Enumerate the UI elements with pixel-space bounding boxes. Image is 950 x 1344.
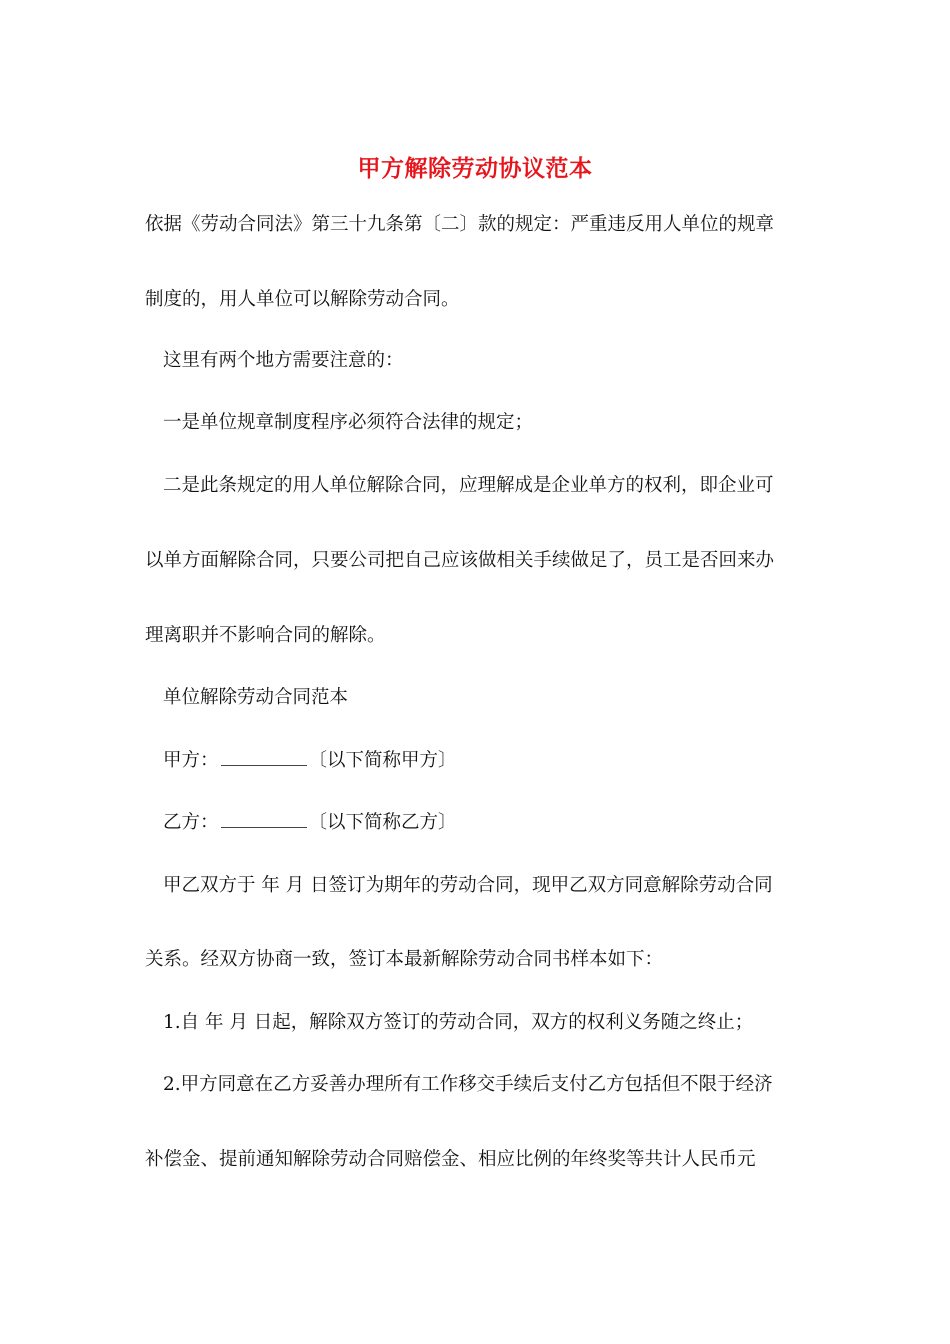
party-b-line [163, 810, 457, 836]
list-item [163, 1072, 773, 1098]
party-a-suffix: 〔以下简称甲方〕 [308, 750, 457, 771]
party-b-blank [221, 811, 307, 828]
list-item-number: 2. [163, 1074, 181, 1095]
paragraph-line: 以单方面解除合同，只要公司把自己应该做相关手续做足了，员工是否回来办 [145, 550, 775, 571]
section-heading: 单位解除劳动合同范本 [163, 687, 349, 708]
paragraph-line: 制度的，用人单位可以解除劳动合同。 [145, 289, 460, 310]
party-a-blank [221, 749, 307, 766]
list-item [163, 1010, 753, 1036]
list-item-text: 自 年 月 日起，解除双方签订的劳动合同，双方的权利义务随之终止； [180, 1012, 754, 1033]
party-b-suffix: 〔以下简称乙方〕 [308, 812, 457, 833]
paragraph-line: 理离职并不影响合同的解除。 [145, 625, 386, 646]
party-b-label: 乙方： [163, 812, 219, 833]
party-a-line [163, 748, 457, 774]
paragraph-line: 二是此条规定的用人单位解除合同，应理解成是企业单方的权利，即企业可 [163, 475, 774, 496]
paragraph-line: 甲乙双方于 年 月 日签订为期年的劳动合同，现甲乙双方同意解除劳动合同 [163, 875, 773, 896]
paragraph-line: 补偿金、提前通知解除劳动合同赔偿金、相应比例的年终奖等共计人民币元 [145, 1149, 756, 1170]
document-title: 甲方解除劳动协议范本 [357, 155, 593, 182]
list-item-number: 1. [163, 1012, 181, 1033]
paragraph-line: 关系。经双方协商一致，签订本最新解除劳动合同书样本如下： [145, 949, 664, 970]
paragraph-line: 一是单位规章制度程序必须符合法律的规定； [163, 412, 534, 433]
list-item-text: 甲方同意在乙方妥善办理所有工作移交手续后支付乙方包括但不限于经济 [180, 1074, 773, 1095]
party-a-label: 甲方： [163, 750, 219, 771]
paragraph-line: 这里有两个地方需要注意的： [163, 350, 404, 371]
paragraph-line: 依据《劳动合同法》第三十九条第〔二〕款的规定：严重违反用人单位的规章 [145, 214, 775, 235]
